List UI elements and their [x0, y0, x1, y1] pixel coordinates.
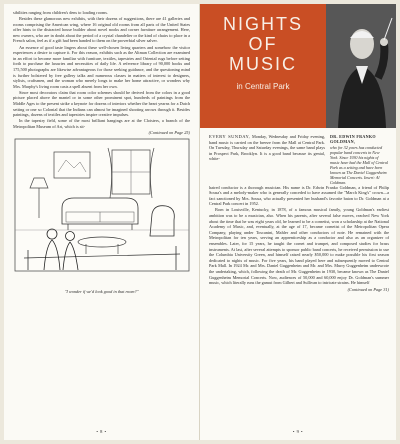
conductor-photo — [326, 4, 396, 128]
article-title-line: OF — [248, 34, 278, 54]
title-panel — [200, 4, 326, 128]
page-number: • 8 • — [96, 429, 107, 434]
magazine-spread — [4, 4, 396, 440]
photo-caption — [330, 134, 388, 185]
right-page — [200, 4, 396, 440]
article-title-line: NIGHTS — [222, 14, 303, 34]
lead-paragraph — [209, 134, 325, 162]
lead-caps: EVERY SUNDAY, — [209, 134, 251, 139]
cartoon-drawing — [14, 138, 190, 282]
continued-note: (Continued on Page 31) — [347, 286, 389, 292]
cartoon-caption: "I wonder if we'd look good in that room?" — [64, 289, 139, 295]
paragraph: An essence of good taste lingers about these well-chosen living quarters and somehow the visitor experiences a desire to capture it. For this reason, exhibits such as the Altman Collection are examined in an effort to become more familiar with furniture, textiles, tapestries and Oriental rugs before setting forth to purchase the luxuries and necessities of daily life. A reference library of 90,000 books and 175,500 photographs are likewise advantageous for those seeking guidance, and the questioning mind is further bolstered by free gallery talks and numerous classes in matters of interest to designers, stylists, craftsmen, and the woman who merely longs to make her home attractive, or wonders why Mrs. Murphy's living room casts a spell absent from her own. — [13, 44, 190, 89]
paragraph: In the tapestry field, some of the most brilliant hangings are at the Cloisters, a branch of the Metropolitan Museum of Art, which is sit- — [13, 118, 190, 129]
conductor-photo-image — [326, 4, 396, 128]
paragraph: Since most decorators claim that room color schemes should be derived from the colors in a good picture placed above the mantel or in some other prominent spot, hundreds of paintings from the Middle Ages to the present strike a keynote for dozens of interiors whether the heart yearns for a Dutch setting or one so Colonial that the Indians can almost be imagined shooting arrows through it. Besides paintings, dozens of textiles and tapestries inspire creative impulses. — [13, 89, 190, 118]
paragraph: Born in Louisville, Kentucky, in 1878, of a famous musical family, young Goldman's earliest ambition was to be a musician, also. When his parents, after several false moves, reached New York about the time that he was eight years old, he learned to be a cornetist, won a scholarship at the National Academy of Music, and, eventually, at the age of 17, became cornetist of the Metropolitan Opera Company, playing under Toscanini, Mahler and other conductors of note. He remained with the Metropolitan for ten years, serving an apprenticeship as a conductor and also as an organizer of ensembles. Later, for 15 years, he taught the cornet and trumpet, and composed studies for brass instruments. At last, after several attempts to sponsor public band concerts, he received permission to use the Columbia University Green, and himself raised nearly $50,000 to make possible his first season dedicated to nights of music. For five years, his band played here and subsequently moved to Central Park Mall. In 1924 Mr. and Mrs. Daniel Guggenheim and Mr. and Mrs. Murry Guggenheim underwrote the undertaking, which, following the death of Mr. Guggenheim in 1930, became known as The Daniel Guggenheim Memorial Concerts. Now, audiences of 50,000 and 60,000 enjoy Dr. Goldman's summer music, which literally runs the gamut from Gilbert and Sullivan to intricate strains. He himself — [209, 207, 389, 286]
continued-note: (Continued on Page 25) — [148, 130, 190, 136]
article-header — [200, 4, 396, 128]
article-title-line: MUSIC — [229, 54, 297, 74]
photo-caption-text: who for 32 years has conducted popular band concerts in New York. Since 1930 his nights of music have had the Mall of Central Park as a setting and have been known as The Daniel Guggenheim Memorial Concerts. Insert: Al Goldman. — [330, 144, 388, 185]
cartoon-illustration — [14, 138, 190, 295]
lead-text: Monday, Wednesday and Friday evening, band music is carried on the breeze from the Mall at Central Park. On Tuesday, Thursday and Saturday evenings, the same band plays in Prospect Park, Brooklyn. It is a good band because its genial, white- — [209, 134, 326, 162]
left-article-text — [13, 10, 190, 129]
paragraph: Besides these glamorous new exhibits, with their dozens of suggestions, there are 41 galleries and rooms comprising the American wing, where 16 original old rooms from all parts of the United States offer hints to the distracted house builder about novel nooks and corner furniture arrangement. Here, new owners, who are in doubt about the period of a crystal chandelier or the kind of chairs to place in a French salon, feel as if a gift had been handed to them on the proverbial silver salver. — [13, 16, 190, 44]
article-lead — [209, 134, 325, 185]
article-body-top — [200, 128, 396, 185]
photo-caption-name: DR. EDWIN FRANKO GOLDMAN, — [330, 134, 376, 144]
page-number: • 9 • — [292, 429, 304, 434]
paragraph: sibilities ranging from children's dens to loading rooms. — [13, 10, 108, 15]
paragraph: haired conductor is a thorough musician. His name is Dr. Edwin Franko Goldman, a friend of Philip Sousa's and a melody-maker who is generally conceded to have assumed the "March King's" crown—a fact sanctioned by Mrs. Sousa, who actually presented her husband's favorite baton to Dr. Goldman at a Central Park concert in 1952. — [209, 184, 389, 207]
article-subtitle: in Central Park — [236, 82, 290, 91]
left-page — [4, 4, 200, 440]
article-body — [200, 185, 396, 293]
